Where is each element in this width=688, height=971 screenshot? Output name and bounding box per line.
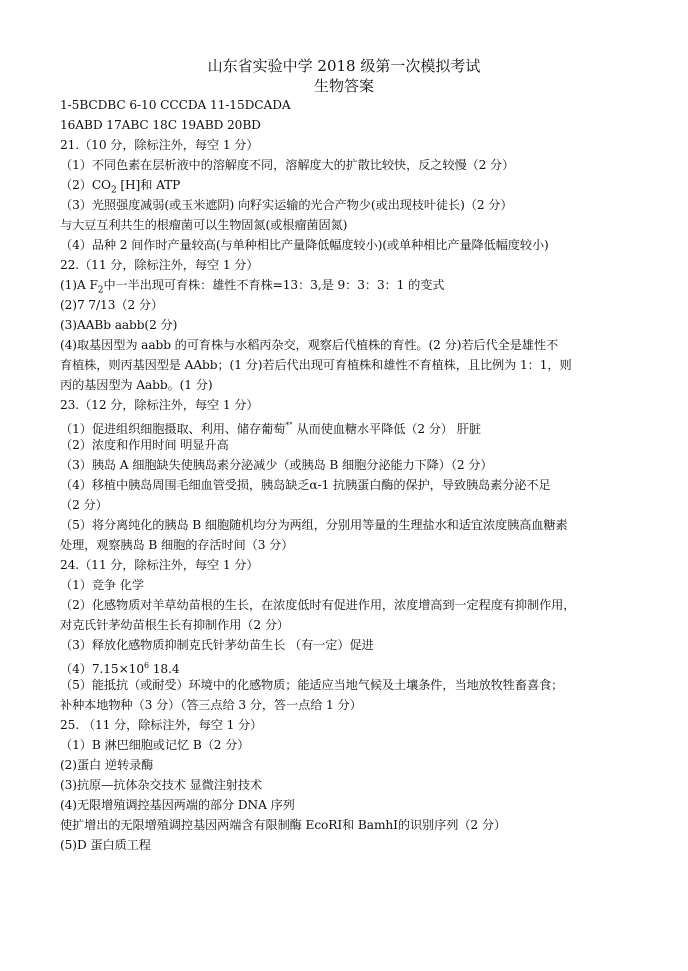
mc-answers-row-2: 16ABD 17ABC 18C 19ABD 20BD bbox=[60, 118, 261, 132]
q21-line-2-a: （2）CO bbox=[60, 178, 111, 192]
q24-line-4: （3）释放化感物质抑制克氏针茅幼苗生长 （有一定）促进 bbox=[60, 638, 374, 652]
q24-line-1: （1）竞争 化学 bbox=[60, 578, 144, 592]
q24-line-7: 补种本地物种（3 分）（答三点给 3 分，答一点给 1 分） bbox=[60, 698, 362, 712]
q25-line-2: (2)蛋白 逆转录酶 bbox=[60, 758, 154, 772]
q25-line-1: （1）B 淋巴细胞或记忆 B（2 分） bbox=[60, 738, 250, 752]
q21-line-1: （1）不同色素在层析液中的溶解度不同，溶解度大的扩散比较快，反之较慢（2 分） bbox=[60, 158, 515, 172]
mc-answers-row-1: 1-5BCDBC 6-10 CCCDA 11-15DCADA bbox=[60, 98, 291, 112]
q22-line-2: (2)7 7/13（2 分） bbox=[60, 298, 164, 312]
q25-line-4: (4)无限增殖调控基因两端的部分 DNA 序列 bbox=[60, 798, 295, 812]
q22-line-4: (4)取基因型为 aabb 的可育株与水稻丙杂交，观察后代植株的育性。(2 分)若后代全是雄性不 bbox=[60, 338, 559, 352]
q22-line-1-a: (1)A F bbox=[60, 278, 98, 292]
q25-heading: 25. （11 分，除标注外，每空 1 分） bbox=[60, 718, 263, 732]
q23-line-1-a: （1）促进组织细胞摄取、利用、储存葡萄 bbox=[60, 422, 286, 437]
q25-line-3: (3)抗原—抗体杂交技术 显微注射技术 bbox=[60, 778, 263, 792]
q23-line-1-mark: *" bbox=[285, 421, 293, 430]
q22-line-1-b: 中一半出现可育株：雄性不育株=13：3,是 9：3：3：1 的变式 bbox=[103, 278, 445, 292]
q23-line-5: （2 分） bbox=[60, 498, 108, 512]
q23-line-4: （4）移植中胰岛周围毛细血管受损，胰岛缺乏α-1 抗胰蛋白酶的保护，导致胰岛素分泌不足 bbox=[60, 478, 551, 492]
q22-line-3: (3)AABb aabb(2 分) bbox=[60, 318, 178, 332]
q24-line-6: （5）能抵抗（或耐受）环境中的化感物质；能适应当地气候及土壤条件，当地放牧牲畜喜食； bbox=[60, 678, 564, 692]
q23-line-1-b: 从而使血糖水平降低（2 分） 肝脏 bbox=[292, 422, 481, 437]
q21-line-2-b: [H]和 ATP bbox=[116, 178, 181, 192]
q22-line-5: 育植株，则丙基因型是 AAbb；(1 分)若后代出现可育植株和雄性不育植株，且比例为 1：1，则 bbox=[60, 358, 572, 372]
q24-line-5-a: （4）7.15×10 bbox=[60, 662, 144, 677]
page-title: 山东省实验中学 2018 级第一次模拟考试 bbox=[207, 57, 481, 75]
q22-line-6: 丙的基因型为 Aabb。(1 分) bbox=[60, 378, 213, 392]
page-subtitle: 生物答案 bbox=[313, 77, 374, 95]
q24-line-5-exponent: 6 bbox=[144, 661, 149, 670]
q22-heading: 22.（11 分，除标注外，每空 1 分） bbox=[60, 258, 259, 272]
q24-heading: 24.（11 分，除标注外，每空 1 分） bbox=[60, 558, 259, 572]
q23-line-7: 处理，观察胰岛 B 细胞的存活时间（3 分） bbox=[60, 538, 294, 552]
q21-line-2-subscript: 2 bbox=[110, 185, 117, 196]
q21-line-5: （4）品种 2 间作时产量较高(与单种相比产量降低幅度较小)(或单种相比产量降低幅度较小) bbox=[60, 238, 549, 252]
q24-line-3: 对克氏针茅幼苗根生长有抑制作用（2 分） bbox=[60, 618, 290, 632]
q22-line-1-subscript: 2 bbox=[97, 285, 104, 296]
q23-line-2: （2）浓度和作用时间 明显升高 bbox=[60, 438, 229, 452]
q24-line-2: （2）化感物质对羊草幼苗根的生长，在浓度低时有促进作用，浓度增高到一定程度有抑制作用， bbox=[60, 598, 576, 612]
q25-line-6: (5)D 蛋白质工程 bbox=[60, 838, 151, 852]
q25-line-5: 使扩增出的无限增殖调控基因两端含有限制酶 EcoRⅠ和 BamhⅠ的识别序列（2 分） bbox=[60, 818, 507, 832]
q21-line-4: 与大豆互利共生的根瘤菌可以生物固氮(或根瘤菌固氮) bbox=[60, 218, 348, 232]
q24-line-5-b: 18.4 bbox=[149, 662, 180, 677]
q23-heading: 23.（12 分，除标注外，每空 1 分） bbox=[60, 398, 259, 412]
q21-heading: 21.（10 分，除标注外，每空 1 分） bbox=[60, 138, 259, 152]
q23-line-3: （3）胰岛 A 细胞缺失使胰岛素分泌减少（或胰岛 B 细胞分泌能力下降）（2 分） bbox=[60, 458, 493, 472]
q21-line-3: （3）光照强度减弱(或玉米遮阴) 向籽实运输的光合产物少(或出现枝叶徒长)（2 分） bbox=[60, 198, 513, 212]
q23-line-6: （5）将分离纯化的胰岛 B 细胞随机均分为两组，分别用等量的生理盐水和适宜浓度胰高血糖素 bbox=[60, 518, 568, 532]
